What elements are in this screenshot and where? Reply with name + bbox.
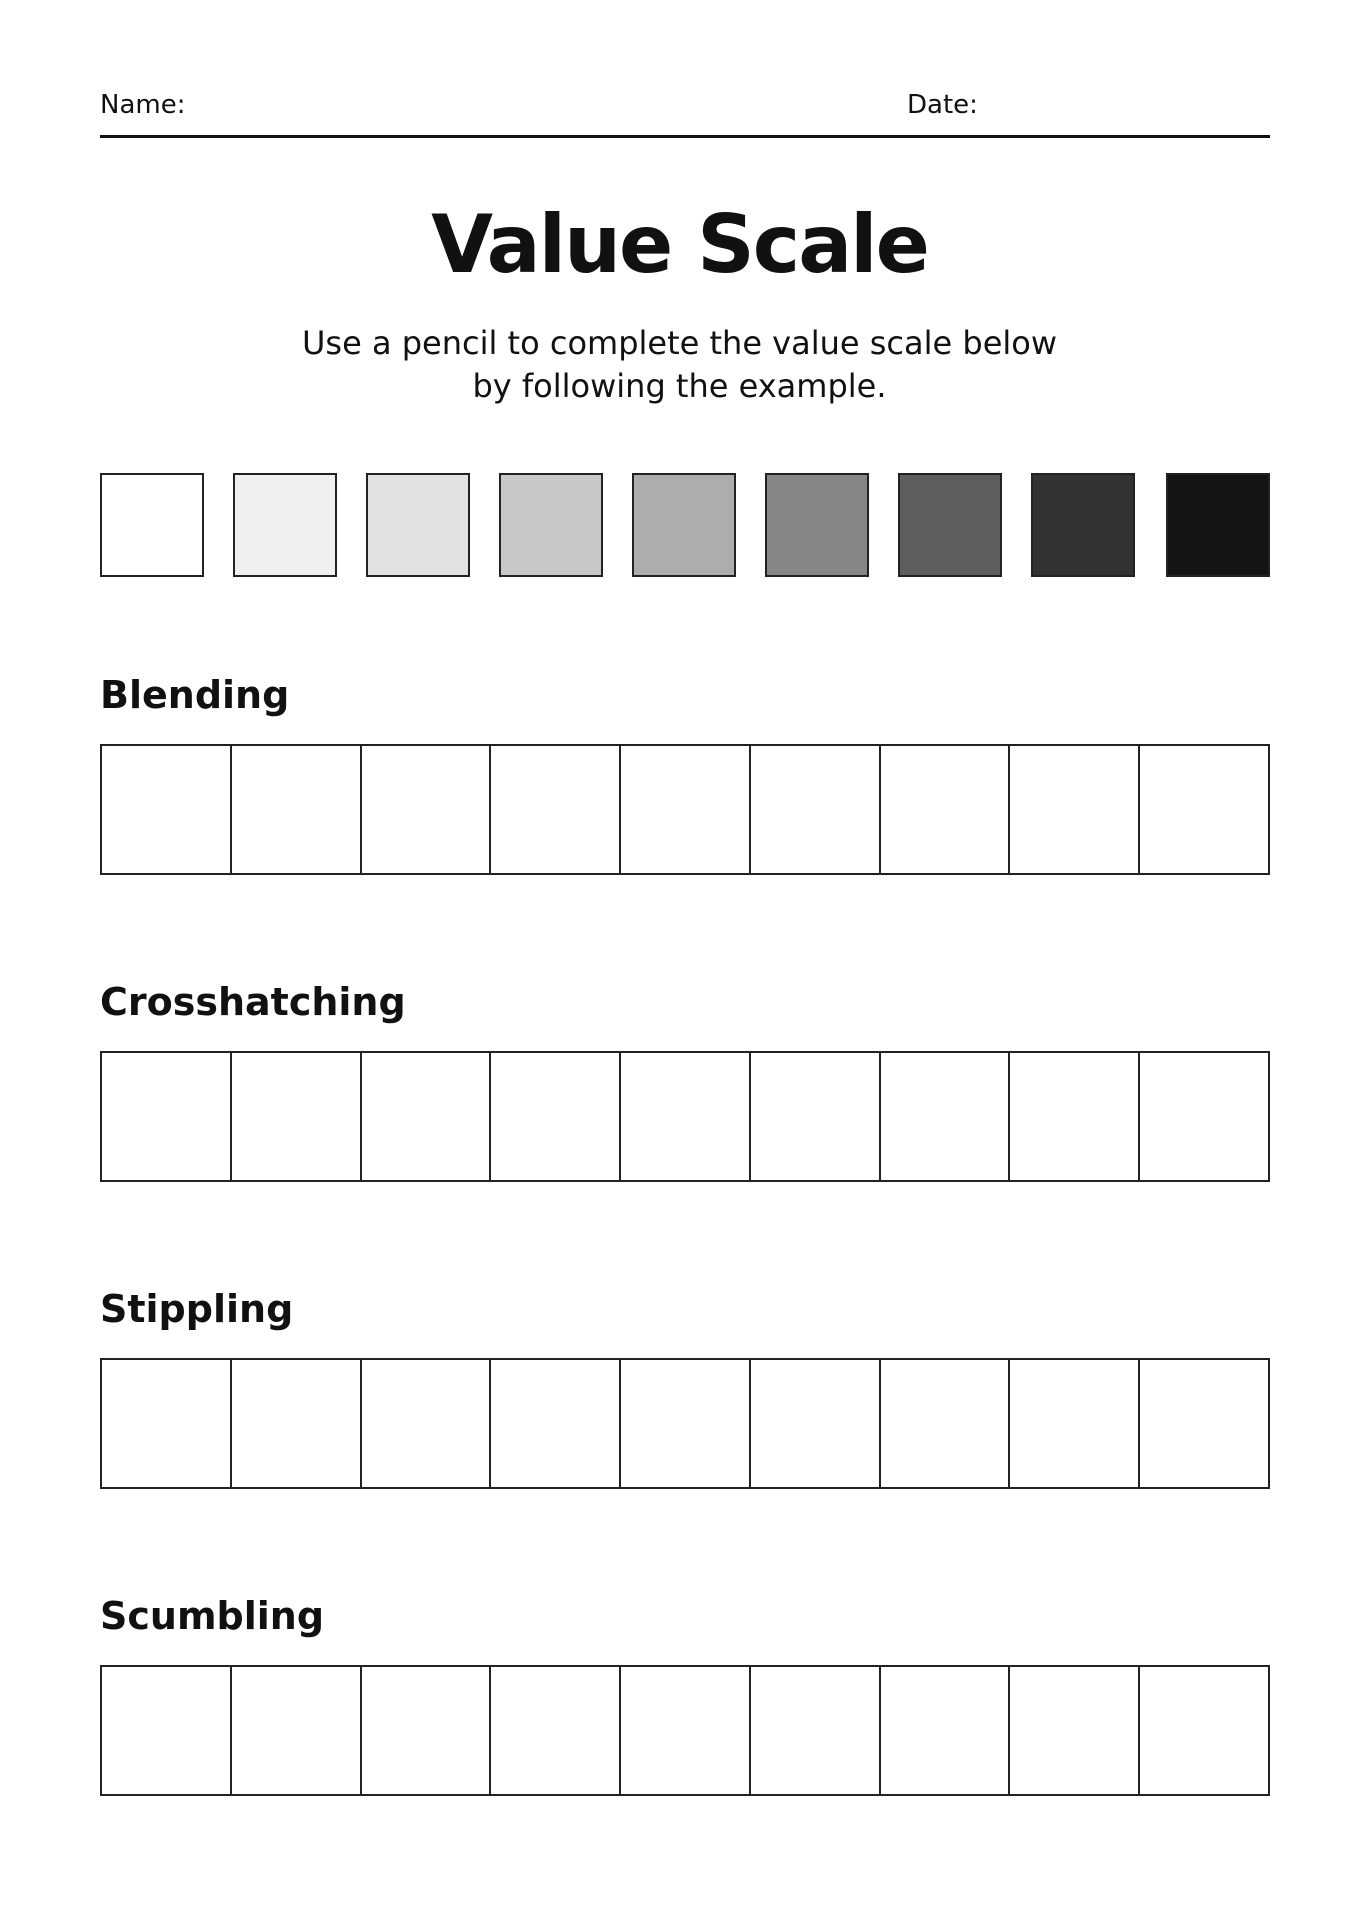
practice-cell[interactable] [491, 1667, 621, 1794]
practice-cell[interactable] [102, 1360, 232, 1487]
practice-cell[interactable] [232, 1053, 362, 1180]
value-swatch-1 [100, 473, 204, 577]
practice-cell[interactable] [102, 746, 232, 873]
practice-cell[interactable] [362, 1053, 492, 1180]
header [100, 86, 1270, 138]
practice-cell[interactable] [491, 746, 621, 873]
name-label: Name: [100, 90, 186, 120]
example-value-scale [100, 473, 1270, 577]
value-swatch-2 [233, 473, 337, 577]
practice-cell[interactable] [1140, 1053, 1268, 1180]
section-title-scumbling: Scumbling [100, 1594, 325, 1638]
value-swatch-8 [1031, 473, 1135, 577]
value-swatch-6 [765, 473, 869, 577]
practice-cell[interactable] [1010, 1667, 1140, 1794]
practice-cell[interactable] [881, 1667, 1011, 1794]
section-title-stippling: Stippling [100, 1287, 294, 1331]
practice-cell[interactable] [751, 1053, 881, 1180]
value-swatch-4 [499, 473, 603, 577]
section-title-blending: Blending [100, 673, 290, 717]
value-swatch-3 [366, 473, 470, 577]
practice-cell[interactable] [491, 1053, 621, 1180]
practice-cell[interactable] [621, 1053, 751, 1180]
practice-cell[interactable] [362, 1360, 492, 1487]
practice-cell[interactable] [362, 1667, 492, 1794]
page-title: Value Scale [431, 198, 928, 291]
practice-row-crosshatching [100, 1051, 1270, 1182]
practice-cell[interactable] [621, 746, 751, 873]
practice-cell[interactable] [1010, 1053, 1140, 1180]
practice-row-scumbling [100, 1665, 1270, 1796]
instructions [0, 322, 1359, 408]
practice-cell[interactable] [1140, 1360, 1268, 1487]
value-swatch-5 [632, 473, 736, 577]
practice-cell[interactable] [1140, 1667, 1268, 1794]
instructions-line-1: Use a pencil to complete the value scale below [301, 324, 1058, 362]
practice-cell[interactable] [621, 1360, 751, 1487]
practice-cell[interactable] [1010, 1360, 1140, 1487]
practice-cell[interactable] [751, 1667, 881, 1794]
practice-cell[interactable] [232, 746, 362, 873]
practice-cell[interactable] [491, 1360, 621, 1487]
practice-cell[interactable] [621, 1667, 751, 1794]
practice-cell[interactable] [881, 746, 1011, 873]
practice-cell[interactable] [232, 1360, 362, 1487]
practice-cell[interactable] [751, 1360, 881, 1487]
practice-cell[interactable] [102, 1053, 232, 1180]
section-title-crosshatching: Crosshatching [100, 980, 406, 1024]
practice-cell[interactable] [751, 746, 881, 873]
practice-cell[interactable] [362, 746, 492, 873]
practice-cell[interactable] [232, 1667, 362, 1794]
practice-row-blending [100, 744, 1270, 875]
practice-cell[interactable] [881, 1360, 1011, 1487]
practice-row-stippling [100, 1358, 1270, 1489]
practice-cell[interactable] [102, 1667, 232, 1794]
date-label: Date: [907, 90, 978, 120]
practice-cell[interactable] [1010, 746, 1140, 873]
instructions-line-2: by following the example. [472, 367, 887, 405]
value-swatch-7 [898, 473, 1002, 577]
value-swatch-9 [1166, 473, 1270, 577]
practice-cell[interactable] [881, 1053, 1011, 1180]
practice-cell[interactable] [1140, 746, 1268, 873]
